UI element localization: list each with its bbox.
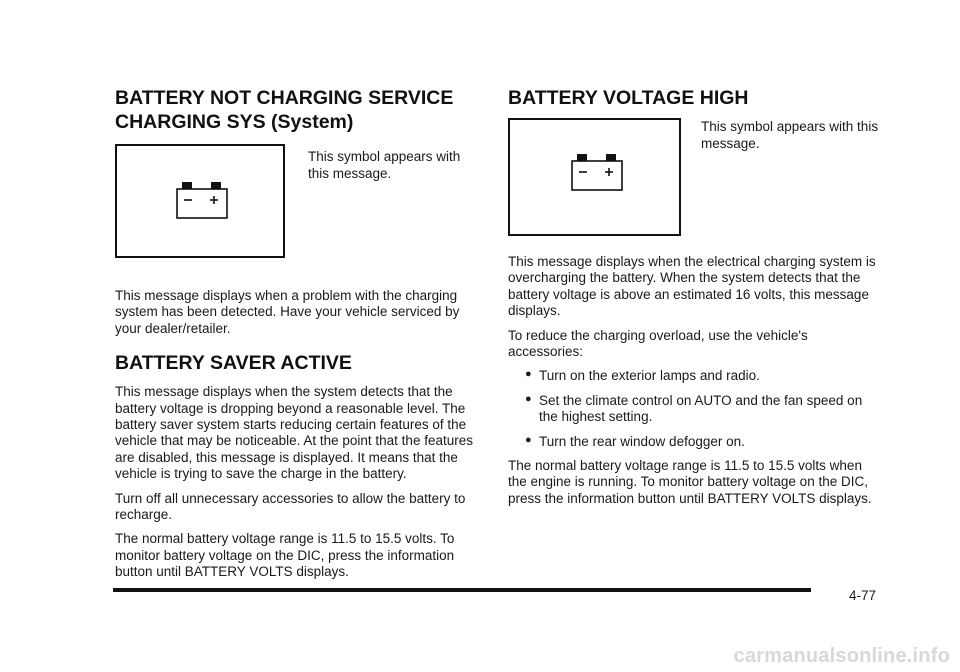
symbol-figure-right [508,118,883,254]
paragraph: This message displays when a problem with the charging system has been detected. Have your vehicle serviced by your dealer/retailer. [115,288,460,336]
symbol-box [508,118,681,236]
bullet-icon: ● [525,392,532,405]
paragraph: The normal battery voltage range is 11.5 to 15.5 volts. To monitor battery voltage on the DIC, press the information button until BATTERY VOLTS displays. [115,531,455,580]
bullet-icon: ● [525,368,532,381]
battery-icon [570,154,624,192]
paragraph: This message displays when the electrical charging system is overcharging the battery. When the system detects that the battery voltage is above an estimated 16 volts, this message displays. [508,254,876,319]
page-number: 4-77 [848,588,876,603]
symbol-box [115,144,285,258]
watermark: carmanualsonline.info [733,645,950,667]
heading-battery-not-charging: BATTERY NOT CHARGING SERVICE [115,87,454,109]
footer-rule [113,588,811,592]
symbol-caption: This symbol appears with this message. [308,149,461,181]
list-item: ● Turn on the exterior lamps and radio. [525,368,760,384]
list-item: ● Set the climate control on AUTO and the fan speed on the highest setting. [525,392,863,425]
battery-icon [175,182,229,220]
heading-battery-saver-active: BATTERY SAVER ACTIVE [115,352,352,375]
symbol-caption: This symbol appears with this message. [701,119,879,151]
heading-battery-voltage-high: BATTERY VOLTAGE HIGH [508,87,749,109]
right-column [508,82,883,515]
paragraph: This message displays when the system detects that the battery voltage is dropping beyond a reasonable level. The battery saver system starts reducing certain features of the vehicle that may be noticeable. At the point that the features are disabled, this message is displayed. It means that the vehicle is trying to save the charge in the battery. [115,384,473,482]
paragraph: Turn off all unnecessary accessories to allow the battery to recharge. [115,490,466,523]
list-item: ● Turn the rear window defogger on. [525,433,745,449]
bullet-list [508,368,883,450]
paragraph: The normal battery voltage range is 11.5 to 15.5 volts when the engine is running. To monitor battery voltage on the DIC, press the information button until BATTERY VOLTS displays. [508,458,872,506]
left-column [115,82,477,589]
bullet-icon: ● [525,433,532,446]
heading-battery-not-charging-line2: CHARGING SYS (System) [115,111,354,133]
paragraph: To reduce the charging overload, use the vehicle's accessories: [508,327,808,360]
symbol-figure-left [115,144,477,264]
